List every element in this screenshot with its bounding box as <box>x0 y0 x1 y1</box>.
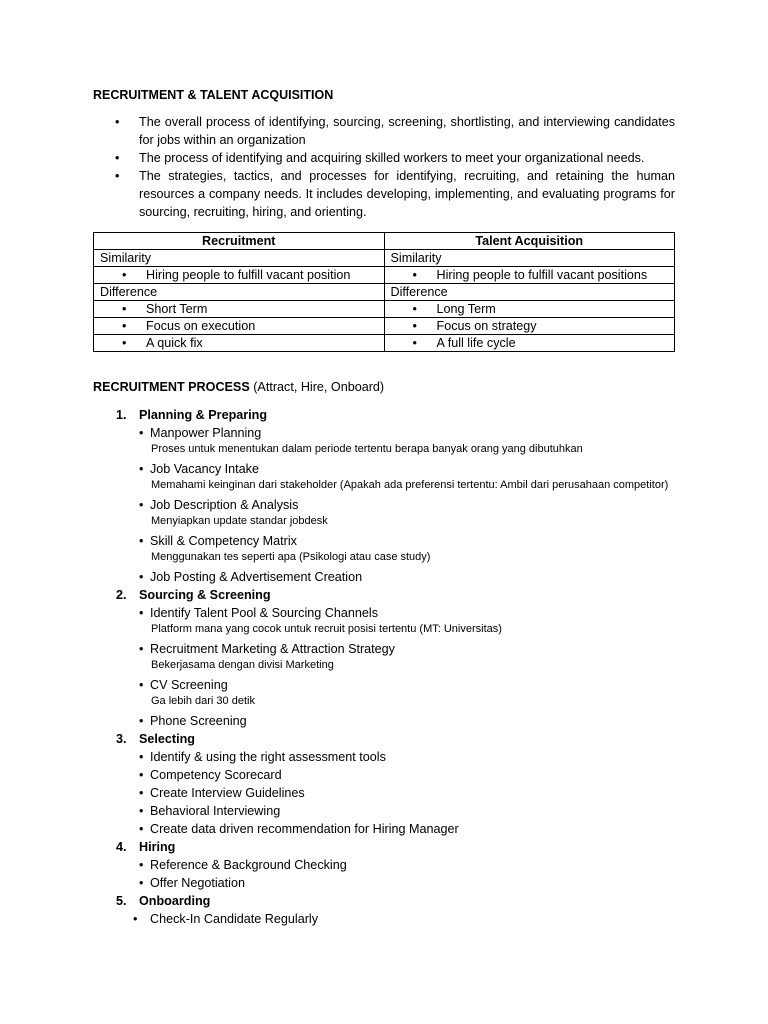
list-item <box>116 424 676 442</box>
bullet-icon: • <box>122 268 127 282</box>
table-row <box>94 301 675 318</box>
item-label: Identify & using the right assessment tools <box>150 750 386 764</box>
step-heading <box>116 586 676 604</box>
step-number: 5. <box>116 894 127 908</box>
process-steps <box>116 406 676 928</box>
list-item <box>116 532 676 550</box>
list-item <box>116 712 676 730</box>
bullet-icon: • <box>139 804 144 818</box>
bullet-icon: • <box>115 169 120 183</box>
intro-text: The strategies, tactics, and processes for identifying, recruiting, and retaining the human resources a company needs. It includes developing, implementing, and evaluating programs for sourcing, recruiting, hiring, and orienting. <box>139 169 675 219</box>
list-item <box>93 167 675 221</box>
bullet-icon: • <box>139 858 144 872</box>
table-cell <box>384 267 675 284</box>
list-item <box>116 676 676 694</box>
bullet-icon: • <box>122 336 127 350</box>
item-label: Competency Scorecard <box>150 768 282 782</box>
cell-text: Short Term <box>146 302 208 316</box>
process-title: RECRUITMENT PROCESS <box>93 380 250 394</box>
process-subtitle: (Attract, Hire, Onboard) <box>249 380 385 394</box>
cell-text: Long Term <box>436 302 496 316</box>
list-item <box>116 604 676 622</box>
bullet-icon: • <box>412 336 417 350</box>
item-note: Menggunakan tes seperti apa (Psikologi atau case study) <box>151 551 431 563</box>
table-cell <box>94 318 385 335</box>
step-number: 2. <box>116 588 127 602</box>
step-heading <box>116 406 676 424</box>
list-item <box>116 460 676 478</box>
step-name: Onboarding <box>139 894 211 908</box>
table-row <box>94 267 675 284</box>
bullet-icon: • <box>115 151 120 165</box>
column-header-talent-acquisition: Talent Acquisition <box>384 233 675 250</box>
item-label: Job Vacancy Intake <box>150 462 259 476</box>
item-note: Ga lebih dari 30 detik <box>151 695 255 707</box>
bullet-icon: • <box>139 570 144 584</box>
bullet-icon: • <box>139 498 144 512</box>
bullet-icon: • <box>139 642 144 656</box>
table-cell: Difference <box>384 284 675 301</box>
table-cell <box>384 318 675 335</box>
step-heading <box>116 838 676 856</box>
step-heading <box>116 892 676 910</box>
table-row <box>94 318 675 335</box>
list-item <box>93 113 675 149</box>
bullet-icon: • <box>139 606 144 620</box>
list-item <box>116 766 676 784</box>
step-name: Sourcing & Screening <box>139 588 271 602</box>
table-header-row <box>94 233 675 250</box>
column-header-recruitment: Recruitment <box>94 233 385 250</box>
bullet-icon: • <box>122 319 127 333</box>
item-note: Platform mana yang cocok untuk recruit posisi tertentu (MT: Universitas) <box>151 623 502 635</box>
list-item <box>116 568 676 586</box>
list-item <box>116 856 676 874</box>
comparison-table <box>93 232 675 352</box>
item-label: Reference & Background Checking <box>150 858 347 872</box>
step-name: Selecting <box>139 732 195 746</box>
table-row <box>94 335 675 352</box>
list-item <box>116 802 676 820</box>
cell-text: A quick fix <box>146 336 203 350</box>
table-cell <box>94 267 385 284</box>
cell-text: Focus on execution <box>146 319 256 333</box>
list-item <box>116 748 676 766</box>
bullet-icon: • <box>133 912 138 926</box>
bullet-icon: • <box>139 822 144 836</box>
step-number: 1. <box>116 408 127 422</box>
table-cell: Similarity <box>384 250 675 267</box>
item-note: Memahami keinginan dari stakeholder (Apakah ada preferensi tertentu: Ambil dari perusahaan competitor) <box>151 479 669 491</box>
step-heading <box>116 730 676 748</box>
item-label: CV Screening <box>150 678 228 692</box>
list-item <box>116 640 676 658</box>
item-label: Phone Screening <box>150 714 247 728</box>
cell-text: Hiring people to fulfill vacant position <box>146 268 351 282</box>
item-note: Proses untuk menentukan dalam periode tertentu berapa banyak orang yang dibutuhkan <box>151 443 583 455</box>
step-number: 3. <box>116 732 127 746</box>
item-label: Create data driven recommendation for Hiring Manager <box>150 822 459 836</box>
bullet-icon: • <box>122 302 127 316</box>
bullet-icon: • <box>139 426 144 440</box>
item-label: Behavioral Interviewing <box>150 804 281 818</box>
table-cell <box>94 335 385 352</box>
step-number: 4. <box>116 840 127 854</box>
item-label: Job Posting & Advertisement Creation <box>150 570 363 584</box>
intro-list <box>93 113 675 221</box>
table-cell <box>94 301 385 318</box>
item-label: Recruitment Marketing & Attraction Strategy <box>150 642 395 656</box>
table-cell: Difference <box>94 284 385 301</box>
list-item <box>116 820 676 838</box>
list-item <box>116 496 676 514</box>
bullet-icon: • <box>139 534 144 548</box>
intro-text: The overall process of identifying, sourcing, screening, shortlisting, and interviewing candidates for jobs within an organization <box>139 115 675 147</box>
cell-text: Focus on strategy <box>436 319 537 333</box>
cell-text: Hiring people to fulfill vacant positions <box>436 268 648 282</box>
table-cell <box>384 335 675 352</box>
bullet-icon: • <box>139 768 144 782</box>
item-label: Create Interview Guidelines <box>150 786 305 800</box>
bullet-icon: • <box>139 750 144 764</box>
item-label: Offer Negotiation <box>150 876 245 890</box>
item-note: Menyiapkan update standar jobdesk <box>151 515 328 527</box>
list-item <box>116 874 676 892</box>
table-cell: Similarity <box>94 250 385 267</box>
bullet-icon: • <box>115 115 120 129</box>
process-heading <box>93 380 384 394</box>
table-cell <box>384 301 675 318</box>
item-label: Skill & Competency Matrix <box>150 534 297 548</box>
step-name: Hiring <box>139 840 176 854</box>
bullet-icon: • <box>139 876 144 890</box>
list-item <box>116 784 676 802</box>
table-row <box>94 250 675 267</box>
list-item <box>116 910 676 928</box>
item-label: Job Description & Analysis <box>150 498 299 512</box>
item-note: Bekerjasama dengan divisi Marketing <box>151 659 334 671</box>
bullet-icon: • <box>139 714 144 728</box>
bullet-icon: • <box>412 302 417 316</box>
item-label: Identify Talent Pool & Sourcing Channels <box>150 606 378 620</box>
bullet-icon: • <box>139 678 144 692</box>
page-title: RECRUITMENT & TALENT ACQUISITION <box>93 88 334 102</box>
bullet-icon: • <box>139 462 144 476</box>
list-item <box>93 149 675 167</box>
item-label: Manpower Planning <box>150 426 262 440</box>
bullet-icon: • <box>412 319 417 333</box>
item-label: Check-In Candidate Regularly <box>150 912 319 926</box>
step-name: Planning & Preparing <box>139 408 268 422</box>
bullet-icon: • <box>139 786 144 800</box>
table-row <box>94 284 675 301</box>
cell-text: A full life cycle <box>436 336 516 350</box>
intro-text: The process of identifying and acquiring skilled workers to meet your organizational needs. <box>139 151 645 165</box>
bullet-icon: • <box>412 268 417 282</box>
